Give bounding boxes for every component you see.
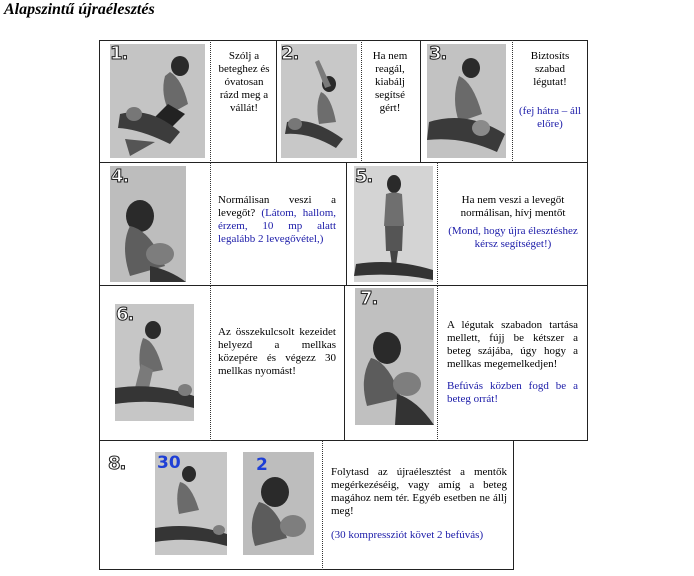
step-7-note: Befúvás közben fogd be a beteg orrát! [447,380,578,405]
step-6-text: Az összekulcsolt kezeidet helyezd a mellkas közepére és végezz 30 mellkas nyomást! [218,326,336,377]
step-7-text: A légutak szabadon tartása mellett, fújj be kétszer a beteg szájába, úgy hogy a mellkas megemelkedjen! [447,319,578,370]
step-8-text: Folytasd az újraélesztést a mentők megérkezéséig, vagy amíg a beteg magához nem tér. Egyéb esetben ne állj meg! [331,466,507,517]
step-5-text: Ha nem veszi a levegőt normálisan, hívj mentőt [460,194,566,219]
step-4-number: 4. [111,166,129,187]
step-7-number: 7. [360,288,378,309]
step-5-number: 5. [355,166,373,187]
step-2-text: Ha nem reagál, kiabálj segítsé gért! [372,50,408,114]
step-2-number: 2. [281,43,299,64]
step-8-photo-breaths [243,452,314,555]
step-1-number: 1. [110,43,128,64]
row1-bottom-border [99,162,588,163]
step-5-note: (Mond, hogy újra élesztéshez kérsz segítséget!) [448,225,578,250]
step-1-text: Szólj a beteghez és óvatosan rázd meg a vállát! [218,50,270,114]
row1-left-border [99,40,100,163]
step-8-number: 8. [108,453,126,474]
step-4-note: (Látom, hallom, érzem, 10 mp alatt legalább 2 levegővétel,) [218,207,336,245]
page-title: Alapszintű újraélesztés [4,1,155,18]
step-3-number: 3. [429,43,447,64]
compressions-count: 30 [157,453,181,473]
row1-top-border [99,40,588,41]
step-8-note: (30 kompressziót követ 2 befúvás) [331,529,484,541]
step-3-note: (fej hátra – áll előre) [519,105,581,130]
step-6-number: 6. [116,304,134,325]
breaths-count: 2 [256,455,268,475]
step-3-text: Biztosíts szabad légutat! [530,50,570,88]
step-4-text: Normálisan veszi a levegőt? [218,194,336,219]
